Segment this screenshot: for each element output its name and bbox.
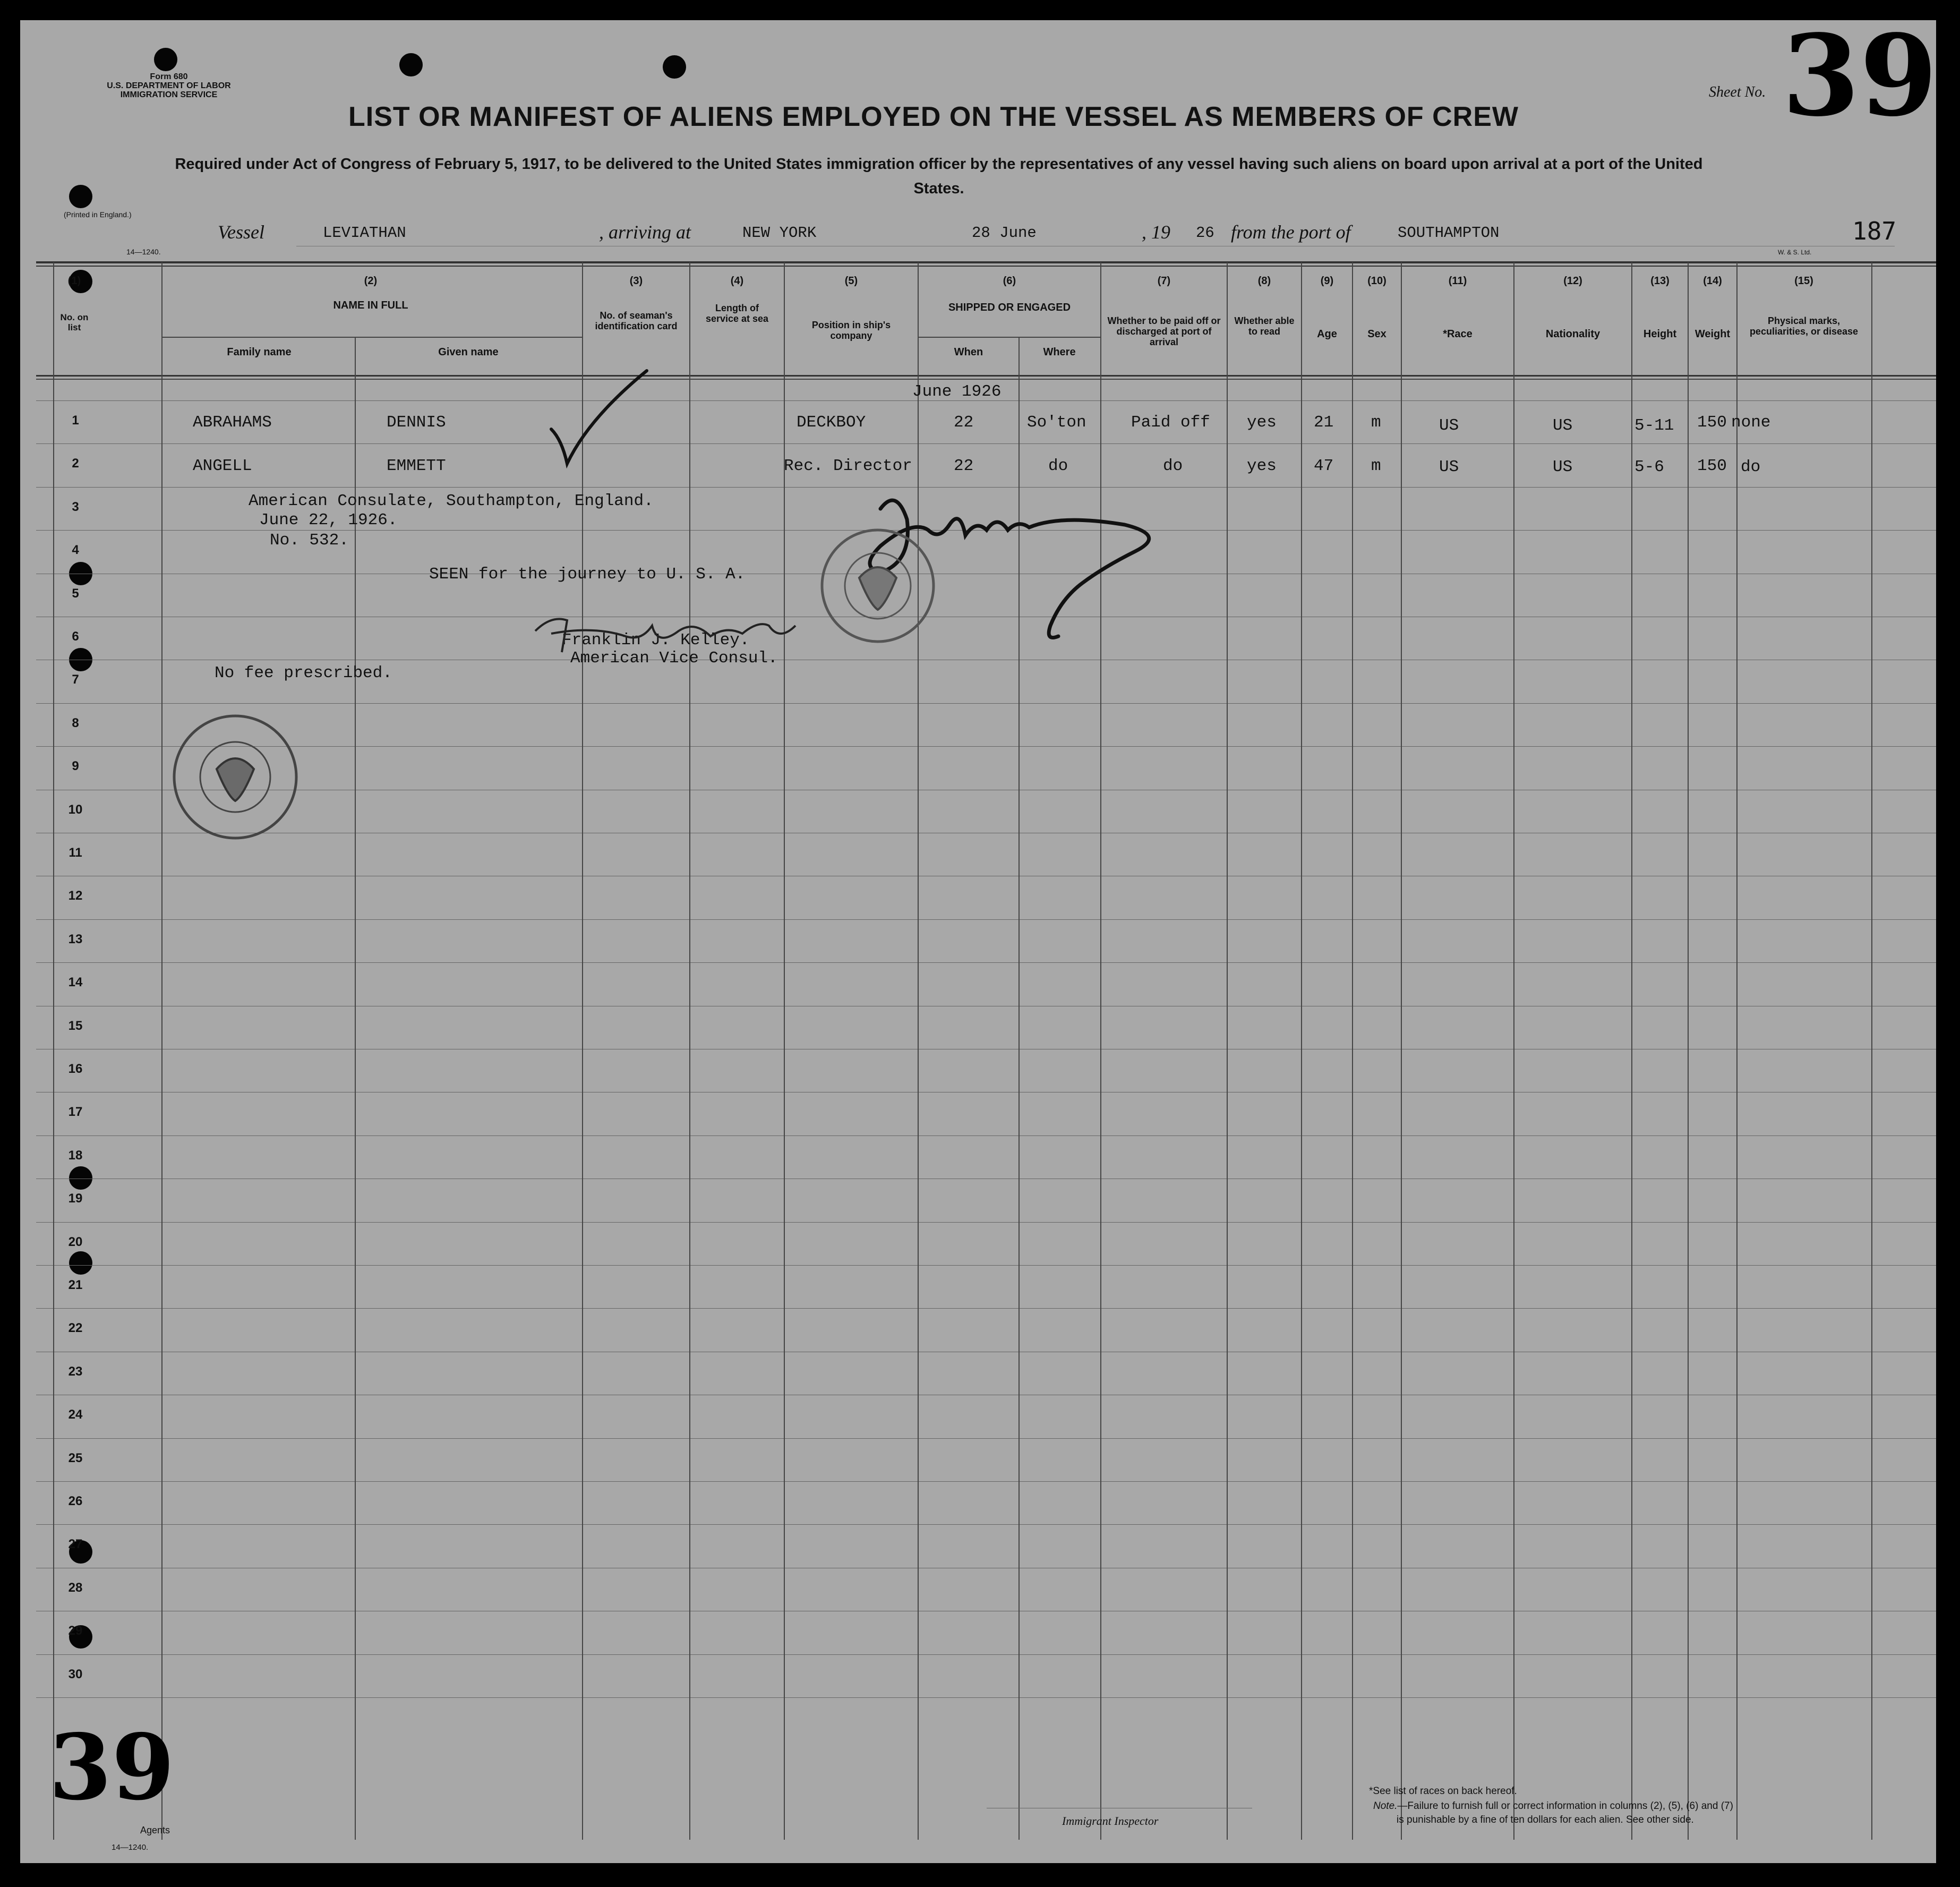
row-number: 22	[68, 1321, 83, 1335]
consulate-seal-icon	[811, 519, 944, 652]
col-2-label: NAME IN FULL	[333, 300, 408, 311]
row-number: 14	[68, 975, 83, 989]
row-number: 13	[68, 932, 83, 946]
shipped-where: do	[1048, 457, 1068, 475]
signer-name: Franklin J. Kelley.	[562, 631, 750, 650]
year-suffix: 26	[1196, 224, 1214, 242]
page-subtitle: Required under Act of Congress of February 5, 1917, to be delivered to the United States immigration officer by the representatives of any vessel having such aliens on board upon arrival at a port of the United States.	[175, 156, 1703, 197]
footer-code: 14—1240.	[112, 1843, 149, 1852]
consulate-seal-icon	[166, 708, 304, 846]
position: Rec. Director	[784, 457, 912, 475]
row-rule	[36, 1135, 1936, 1136]
column-rule	[1352, 262, 1353, 1840]
position: DECKBOY	[797, 413, 866, 432]
col-4-label: Length of service at sea	[705, 303, 769, 324]
col-1-label: No. on list	[60, 312, 89, 332]
col-15-label: Physical marks, peculiarities, or disease	[1749, 315, 1859, 337]
family-name: ABRAHAMS	[193, 413, 272, 432]
height: 5-11	[1634, 416, 1674, 435]
col-12-number: (12)	[1563, 275, 1582, 287]
row-number: 2	[72, 456, 79, 471]
sheet-label: Sheet No.	[1709, 84, 1766, 100]
row-number: 7	[72, 672, 79, 687]
punch-hole	[663, 55, 686, 79]
row-rule	[36, 919, 1936, 920]
consulate-number: No. 532.	[270, 531, 349, 550]
row-rule	[36, 1438, 1936, 1439]
row-rule	[36, 1654, 1936, 1655]
row-rule	[36, 1481, 1936, 1482]
row-number: 27	[68, 1537, 83, 1551]
row-number: 16	[68, 1062, 83, 1076]
col-7-number: (7)	[1157, 275, 1171, 287]
row-rule	[36, 1697, 1936, 1698]
arriving-label: , arriving at	[599, 221, 691, 243]
physical-marks: do	[1741, 458, 1761, 476]
weight: 150	[1697, 457, 1727, 475]
penalty-note-2: is punishable by a fine of ten dollars for each alien. See other side.	[1397, 1814, 1694, 1825]
row-rule	[36, 962, 1936, 963]
column-rule	[1736, 262, 1738, 1840]
row-rule	[36, 443, 1936, 444]
row-number: 26	[68, 1494, 83, 1508]
shipped-when: 22	[954, 457, 974, 475]
column-rule	[1301, 262, 1302, 1840]
physical-marks: none	[1731, 413, 1771, 432]
sex: m	[1371, 457, 1381, 475]
row-number: 12	[68, 889, 83, 903]
consulate-line: American Consulate, Southampton, England.	[249, 492, 654, 510]
row-number: 29	[68, 1624, 83, 1638]
manifest-sheet	[20, 10, 1938, 1863]
able-to-read: yes	[1247, 413, 1277, 432]
department-name: U.S. DEPARTMENT OF LABOR	[107, 81, 231, 90]
row-rule	[36, 1265, 1936, 1266]
given-name: EMMETT	[387, 457, 446, 475]
row-rule	[36, 703, 1936, 704]
col-6-number: (6)	[1003, 275, 1016, 287]
column-rule	[1227, 262, 1228, 1840]
year-prefix: , 19	[1142, 221, 1170, 243]
row-rule	[36, 746, 1936, 747]
family-name: ANGELL	[193, 457, 252, 475]
sheet-number: 39	[1782, 10, 1938, 141]
column-rule	[784, 262, 785, 1840]
row-number: 8	[72, 716, 79, 730]
col-6-label: SHIPPED OR ENGAGED	[948, 302, 1071, 313]
vessel-name: LEVIATHAN	[323, 224, 406, 242]
no-fee-note: No fee prescribed.	[215, 664, 392, 682]
row-number: 9	[72, 759, 79, 773]
consulate-date: June 22, 1926.	[259, 511, 398, 530]
col-11-number: (11)	[1448, 275, 1467, 287]
col-8-number: (8)	[1257, 275, 1271, 287]
col-11-label: *Race	[1443, 328, 1473, 340]
col-2-family: Family name	[227, 346, 292, 358]
form-code: 14—1240.	[126, 247, 161, 256]
row-number: 21	[68, 1278, 83, 1292]
row-number: 15	[68, 1019, 83, 1033]
col-10-number: (10)	[1367, 275, 1386, 287]
row-number: 23	[68, 1364, 83, 1379]
stamp-number: 187	[1852, 217, 1897, 245]
arrival-date: 28 June	[972, 224, 1037, 242]
height: 5-6	[1634, 458, 1664, 476]
col-6-when: When	[954, 346, 983, 358]
consul-signature-icon	[519, 604, 817, 668]
row-number: 1	[72, 413, 79, 428]
col-3-label: No. of seaman's identification card	[595, 310, 678, 331]
table-top-rule	[36, 261, 1936, 263]
paid-off: Paid off	[1131, 413, 1210, 432]
col-13-number: (13)	[1650, 275, 1670, 287]
able-to-read: yes	[1247, 457, 1277, 475]
age: 21	[1314, 413, 1334, 432]
col-14-number: (14)	[1703, 275, 1722, 287]
col-15-number: (15)	[1794, 275, 1813, 287]
vessel-label: Vessel	[218, 221, 264, 243]
sex: m	[1371, 413, 1381, 432]
col-8-label: Whether able to read	[1234, 315, 1295, 337]
row-number: 30	[68, 1667, 83, 1681]
page-title: LIST OR MANIFEST OF ALIENS EMPLOYED ON THE VESSEL AS MEMBERS OF CREW	[348, 101, 1519, 132]
row-number: 25	[68, 1451, 83, 1465]
col-7-label: Whether to be paid off or discharged at port of arrival	[1107, 315, 1221, 347]
check-mark-icon	[541, 360, 668, 477]
row-number: 18	[68, 1148, 83, 1163]
column-rule	[1513, 262, 1514, 1840]
sheet-number-footer: 39	[49, 1714, 175, 1821]
col-2-number: (2)	[364, 275, 378, 287]
row-rule	[36, 1524, 1936, 1525]
col-2-given: Given name	[438, 346, 499, 358]
row-number: 10	[68, 802, 83, 817]
column-rule	[1401, 262, 1402, 1840]
column-rule	[1688, 262, 1689, 1840]
from-port-label: from the port of	[1231, 221, 1351, 243]
signer-title: American Vice Consul.	[570, 649, 778, 668]
age: 47	[1314, 457, 1334, 475]
col-9-label: Age	[1317, 328, 1337, 340]
race: US	[1439, 458, 1459, 476]
col-12-label: Nationality	[1545, 328, 1600, 340]
col-3-number: (3)	[629, 275, 643, 287]
col-4-number: (4)	[730, 275, 744, 287]
printed-note: (Printed in England.)	[64, 210, 132, 219]
note-label: Note.	[1373, 1800, 1398, 1812]
agents-label: Agents	[140, 1825, 170, 1835]
from-port: SOUTHAMPTON	[1398, 224, 1500, 242]
column-rule	[53, 262, 54, 1840]
punch-hole	[69, 1166, 92, 1190]
form-info	[105, 72, 233, 99]
col-5-label: Position in ship's company	[811, 320, 891, 341]
nationality: US	[1553, 416, 1573, 435]
row-number: 3	[72, 500, 79, 514]
race: US	[1439, 416, 1459, 435]
shipped-where: So'ton	[1027, 413, 1086, 432]
row-rule	[36, 1222, 1936, 1223]
shipped-when: 22	[954, 413, 974, 432]
row-number: 6	[72, 629, 79, 644]
inspector-label: Immigrant Inspector	[1062, 1814, 1159, 1828]
given-name: DENNIS	[387, 413, 446, 432]
weight: 150	[1697, 413, 1727, 432]
service-name: IMMIGRATION SERVICE	[120, 90, 218, 99]
punch-hole	[399, 53, 423, 76]
printer-mark: W. & S. Ltd.	[1778, 249, 1812, 256]
form-number: Form 680	[150, 72, 188, 81]
col-6-where: Where	[1043, 346, 1076, 358]
race-note: *See list of races on back hereof.	[1369, 1786, 1517, 1797]
col-1-number: (1)	[67, 275, 81, 287]
paid-off: do	[1163, 457, 1183, 475]
header-bottom-rule	[36, 375, 1936, 377]
row-number: 5	[72, 586, 79, 601]
punch-hole	[69, 1251, 92, 1275]
row-number: 24	[68, 1407, 83, 1422]
arrival-port: NEW YORK	[742, 224, 817, 242]
nationality: US	[1553, 458, 1573, 476]
row-number: 11	[69, 846, 82, 860]
penalty-note	[1373, 1800, 1733, 1812]
seen-note: SEEN for the journey to U. S. A.	[429, 565, 746, 584]
row-number: 19	[68, 1191, 83, 1206]
col-10-label: Sex	[1367, 328, 1386, 340]
row-rule	[36, 1308, 1936, 1309]
col-9-number: (9)	[1320, 275, 1334, 287]
row-number: 20	[68, 1235, 83, 1249]
row-number: 28	[68, 1581, 83, 1595]
column-rule	[689, 262, 690, 1840]
punch-hole	[154, 48, 177, 71]
column-rule	[1631, 262, 1632, 1840]
punch-hole	[69, 185, 92, 208]
note-text: —Failure to furnish full or correct information in columns (2), (5), (6) and (7)	[1397, 1800, 1733, 1812]
row-number: 17	[68, 1105, 83, 1119]
col-14-label: Weight	[1694, 328, 1731, 340]
column-rule	[1871, 262, 1872, 1840]
col-5-number: (5)	[844, 275, 858, 287]
row-number: 4	[72, 543, 79, 557]
column-rule	[161, 262, 162, 1840]
shipped-date-header: June 1926	[912, 382, 1002, 401]
col-13-label: Height	[1643, 328, 1677, 340]
